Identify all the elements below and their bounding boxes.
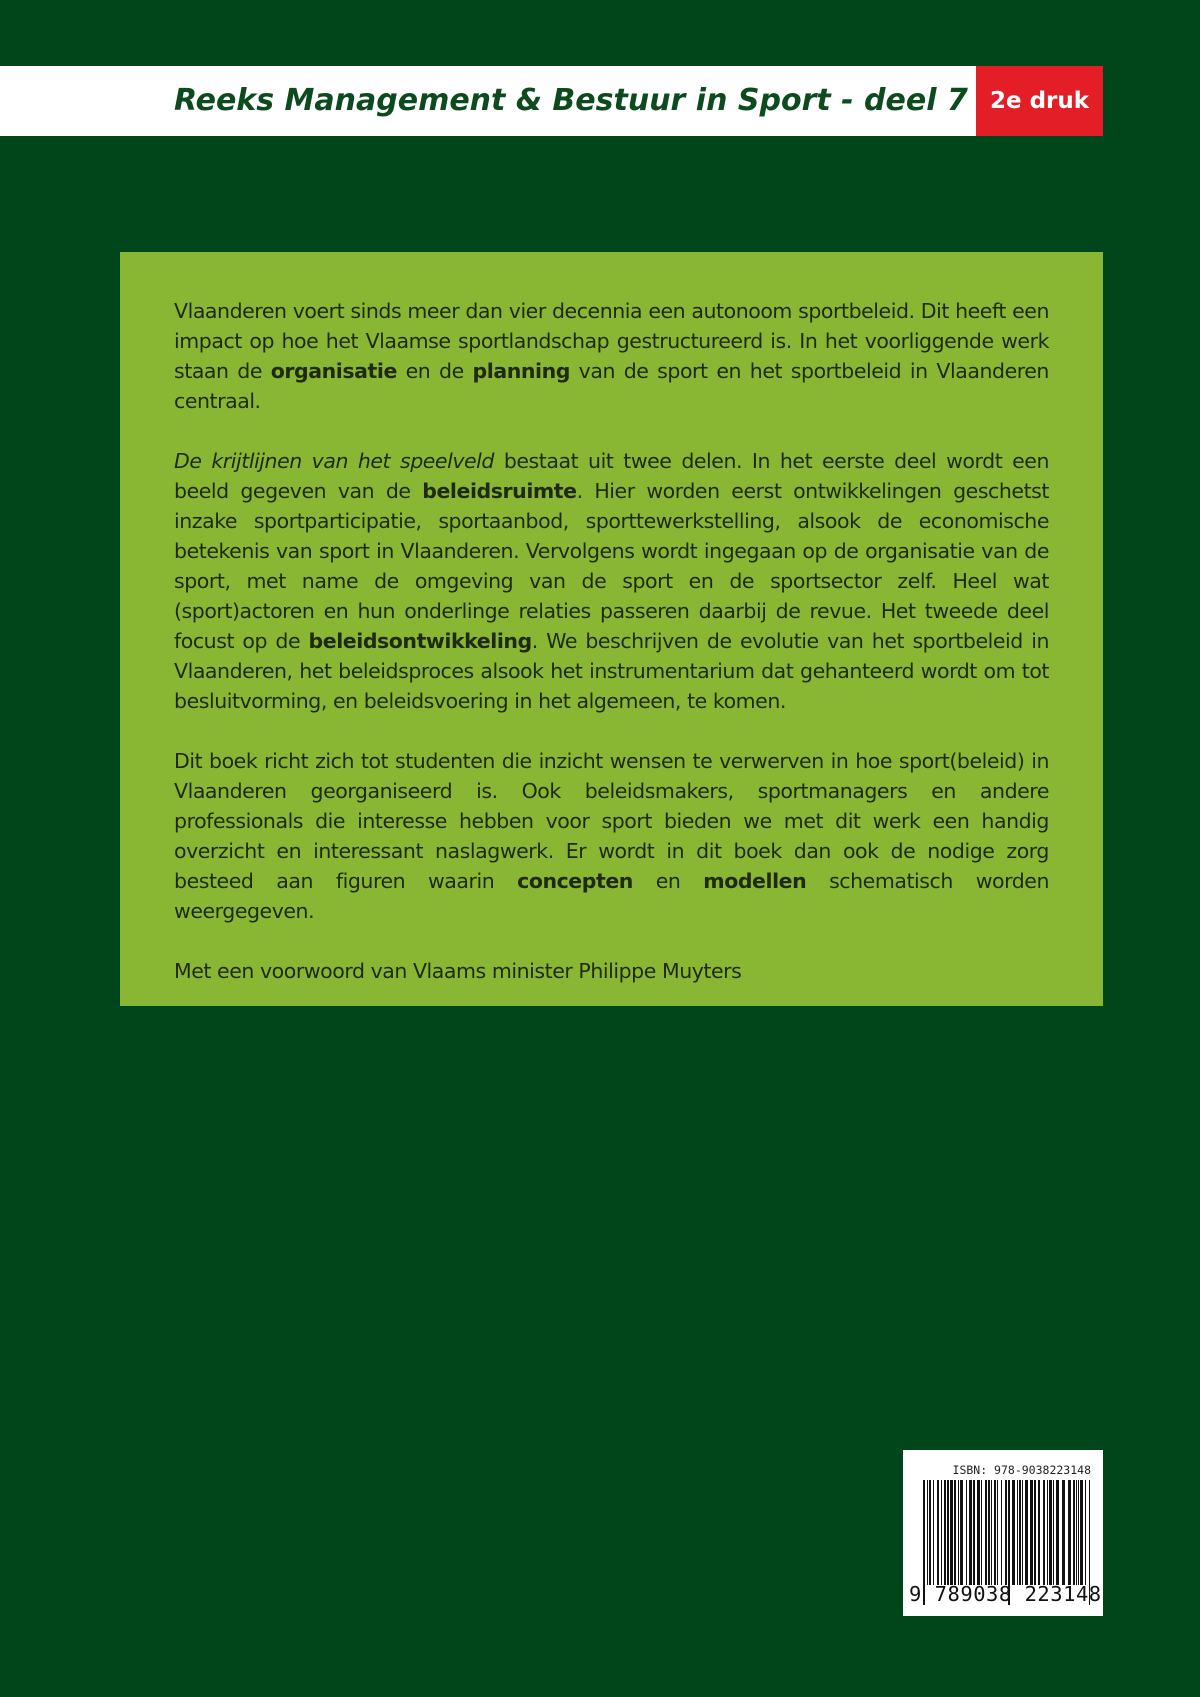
barcode-bar	[927, 1480, 928, 1585]
barcode-bar	[937, 1480, 939, 1585]
barcode-bar	[947, 1480, 949, 1585]
bold-term: concepten	[517, 869, 633, 893]
series-band	[0, 66, 976, 136]
barcode-bar	[1076, 1480, 1077, 1585]
barcode-bar	[969, 1480, 972, 1585]
barcode-bar	[1030, 1480, 1033, 1585]
barcode-bar	[950, 1480, 953, 1585]
barcode-bar	[1085, 1480, 1086, 1585]
barcode-bar	[1012, 1480, 1015, 1585]
barcode-bar	[981, 1480, 982, 1585]
barcode-bar	[1053, 1480, 1054, 1585]
bold-term: beleidsruimte	[422, 479, 577, 503]
barcode-bar	[1043, 1480, 1045, 1585]
barcode-bar	[1022, 1480, 1023, 1585]
barcode-bar	[997, 1480, 998, 1585]
barcode-bar	[1025, 1480, 1028, 1585]
barcode-bar	[1038, 1480, 1040, 1585]
text-run: . Hier worden eerst ontwikkelingen geschetst inzake sportparticipatie, sportaanbod, sporttewerkstelling, alsook de economische betekenis van sport in Vlaanderen. Vervolgens wordt ingegaan op de organisatie van de sport, met name de omgeving van de sport en de sportsector zelf. Heel wat (sport)actoren en hun onderlinge relaties passeren daarbij de revue. Het tweede deel focust op de	[174, 479, 1049, 653]
bold-term: beleidsontwikkeling	[308, 629, 532, 653]
text-run: . We beschrijven de evolutie van het sportbeleid in Vlaanderen, het beleidsproces alsook het instrumentarium dat gehanteerd wordt om tot besluitvorming, en beleidsvoering in het algemeen, te komen.	[174, 629, 1049, 713]
barcode-bar	[1073, 1480, 1075, 1585]
barcode-bar	[1034, 1480, 1036, 1585]
foreword-line: Met een voorwoord van Vlaams minister Philippe Muyters	[174, 959, 742, 983]
text-run: Vlaanderen voert sinds meer dan vier decennia een autonoom sportbeleid. Dit heeft een impact op hoe het Vlaamse sportlandschap gestructureerd is. In het voorliggende werk staan de	[174, 299, 1049, 383]
barcode	[903, 1450, 1103, 1616]
blurb-paragraph-2	[174, 446, 1049, 716]
barcode-bar	[991, 1480, 992, 1585]
edition-badge: 2e druk	[976, 66, 1103, 136]
ean-digits: 9 789038 223148	[909, 1582, 1102, 1606]
barcode-bar	[933, 1480, 934, 1585]
barcode-bar	[966, 1480, 967, 1585]
barcode-bar	[944, 1480, 946, 1585]
barcode-bar	[1017, 1480, 1018, 1585]
barcode-bar	[994, 1480, 996, 1585]
series-title: Reeks Management & Bestuur in Sport - deel 7	[174, 83, 968, 118]
barcode-bar	[1047, 1480, 1048, 1585]
isbn-text: ISBN: 978-9038223148	[952, 1463, 1091, 1477]
barcode-bar	[941, 1480, 942, 1585]
barcode-bar	[977, 1480, 980, 1585]
text-run: van de sport en het sportbeleid in Vlaanderen centraal.	[174, 359, 1049, 413]
barcode-bar	[988, 1480, 990, 1585]
barcode-bar	[1056, 1480, 1059, 1585]
blurb-paragraph-3	[174, 746, 1049, 926]
barcode-bar	[1001, 1480, 1002, 1585]
book-title: De krijtlijnen van het speelveld	[174, 449, 494, 473]
barcode-bar	[1005, 1480, 1007, 1585]
barcode-bar	[973, 1480, 975, 1585]
barcode-bar	[1078, 1480, 1079, 1585]
barcode-bar	[1049, 1480, 1052, 1585]
bold-term: planning	[472, 359, 570, 383]
barcode-bar	[1068, 1480, 1071, 1585]
blurb-paragraph-1	[174, 296, 1049, 416]
text-run: en de	[396, 359, 473, 383]
bold-term: modellen	[703, 869, 807, 893]
text-run: schematisch worden weergegeven.	[174, 869, 1050, 923]
barcode-bar	[929, 1480, 931, 1585]
text-run: en	[632, 869, 704, 893]
barcode-bar	[958, 1480, 959, 1585]
text-run: Dit boek richt zich tot studenten die inzicht wensen te verwerven in hoe sport(beleid) in Vlaanderen georganiseerd is. Ook beleidsmakers, sportmanagers en andere professionals die interesse hebben voor sport bieden we met dit werk een handig overzicht en interessant naslagwerk. Er wordt in dit boek dan ook de nodige zorg besteed aan figuren waarin	[174, 749, 1049, 893]
barcode-bar	[1019, 1480, 1021, 1585]
blurb-panel	[120, 252, 1103, 1006]
barcode-bar	[960, 1480, 963, 1585]
text-run: bestaat uit twee delen. In het eerste deel wordt een beeld gegeven van de	[174, 449, 1049, 503]
barcode-bar	[1062, 1480, 1065, 1585]
barcode-bar	[1080, 1480, 1083, 1585]
bold-term: organisatie	[270, 359, 397, 383]
barcode-bar	[985, 1480, 987, 1585]
barcode-bar	[954, 1480, 956, 1585]
